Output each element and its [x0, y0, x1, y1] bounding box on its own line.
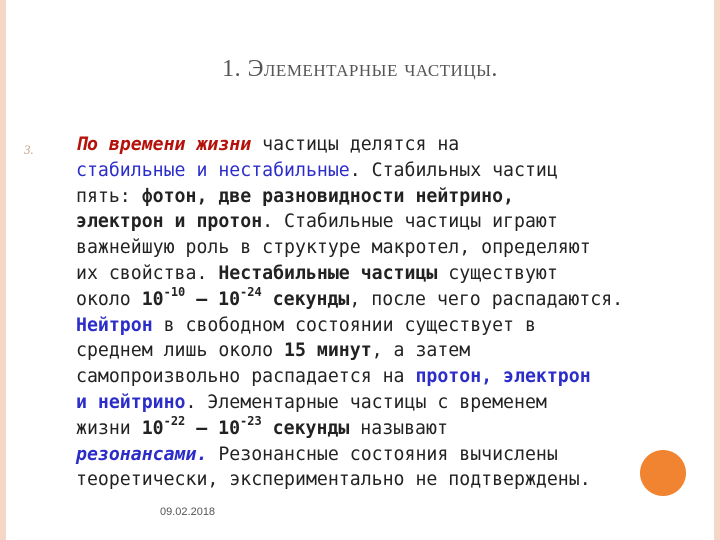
text-segment: среднем лишь около: [76, 340, 285, 362]
term-neutrino: и нейтрино: [76, 391, 186, 413]
text-segment: пять:: [76, 185, 142, 207]
value-15-minutes: 15 минут: [284, 340, 372, 362]
slide-title: 1. Элементарные частицы.: [222, 56, 498, 82]
text-segment: . Стабильные частицы играют: [262, 211, 558, 233]
term-stable-list: фотон, две разновидности нейтрино,: [141, 185, 514, 207]
text-segment: , а затем: [371, 340, 471, 362]
value-10: 10: [141, 417, 164, 439]
term-stable-unstable: стабильные и нестабильные: [76, 159, 350, 181]
text-segment: около: [76, 288, 142, 310]
value-10: 10: [141, 288, 164, 310]
text-segment: . Стабильных частиц: [349, 159, 558, 181]
text-segment: важнейшую роль в структуре макротел, определяют: [76, 237, 591, 259]
list-item-number: 3.: [24, 142, 34, 157]
exponent: -10: [163, 284, 186, 299]
slide-body-text: [76, 132, 692, 493]
term-unstable: Нестабильные частицы: [218, 262, 438, 284]
text-segment: , после чего распадаются.: [349, 288, 624, 310]
term-resonances: резонансами.: [76, 443, 208, 465]
value-10: – 10: [185, 417, 241, 439]
text-segment: их свойства.: [76, 262, 219, 284]
unit-seconds: секунды: [261, 288, 350, 310]
exponent: -22: [163, 413, 186, 428]
term-electron-proton: электрон и протон: [76, 211, 263, 233]
text-segment: теоретически, экспериментально не подтверждены.: [76, 469, 591, 491]
text-segment: жизни: [76, 417, 142, 439]
text-segment: существуют: [437, 262, 558, 284]
exponent: -23: [240, 413, 262, 428]
text-segment: называют: [349, 417, 448, 439]
exponent: -24: [240, 284, 262, 299]
text-segment: . Элементарные частицы с временем: [185, 391, 547, 413]
unit-seconds: секунды: [261, 417, 350, 439]
value-10: – 10: [185, 288, 241, 310]
text-segment: Резонансные состояния вычислены: [207, 443, 558, 465]
term-decay-products: протон, электрон: [415, 366, 591, 388]
text-segment: в свободном состоянии существует в: [152, 314, 536, 336]
term-neutron: Нейтрон: [76, 314, 153, 336]
text-segment: частицы делятся на: [251, 134, 460, 155]
term-lifetime: По времени жизни: [76, 134, 252, 155]
slide-date: 09.02.2018: [160, 506, 216, 518]
text-segment: самопроизвольно распадается на: [76, 366, 416, 388]
decorative-orange-circle: [640, 450, 686, 496]
